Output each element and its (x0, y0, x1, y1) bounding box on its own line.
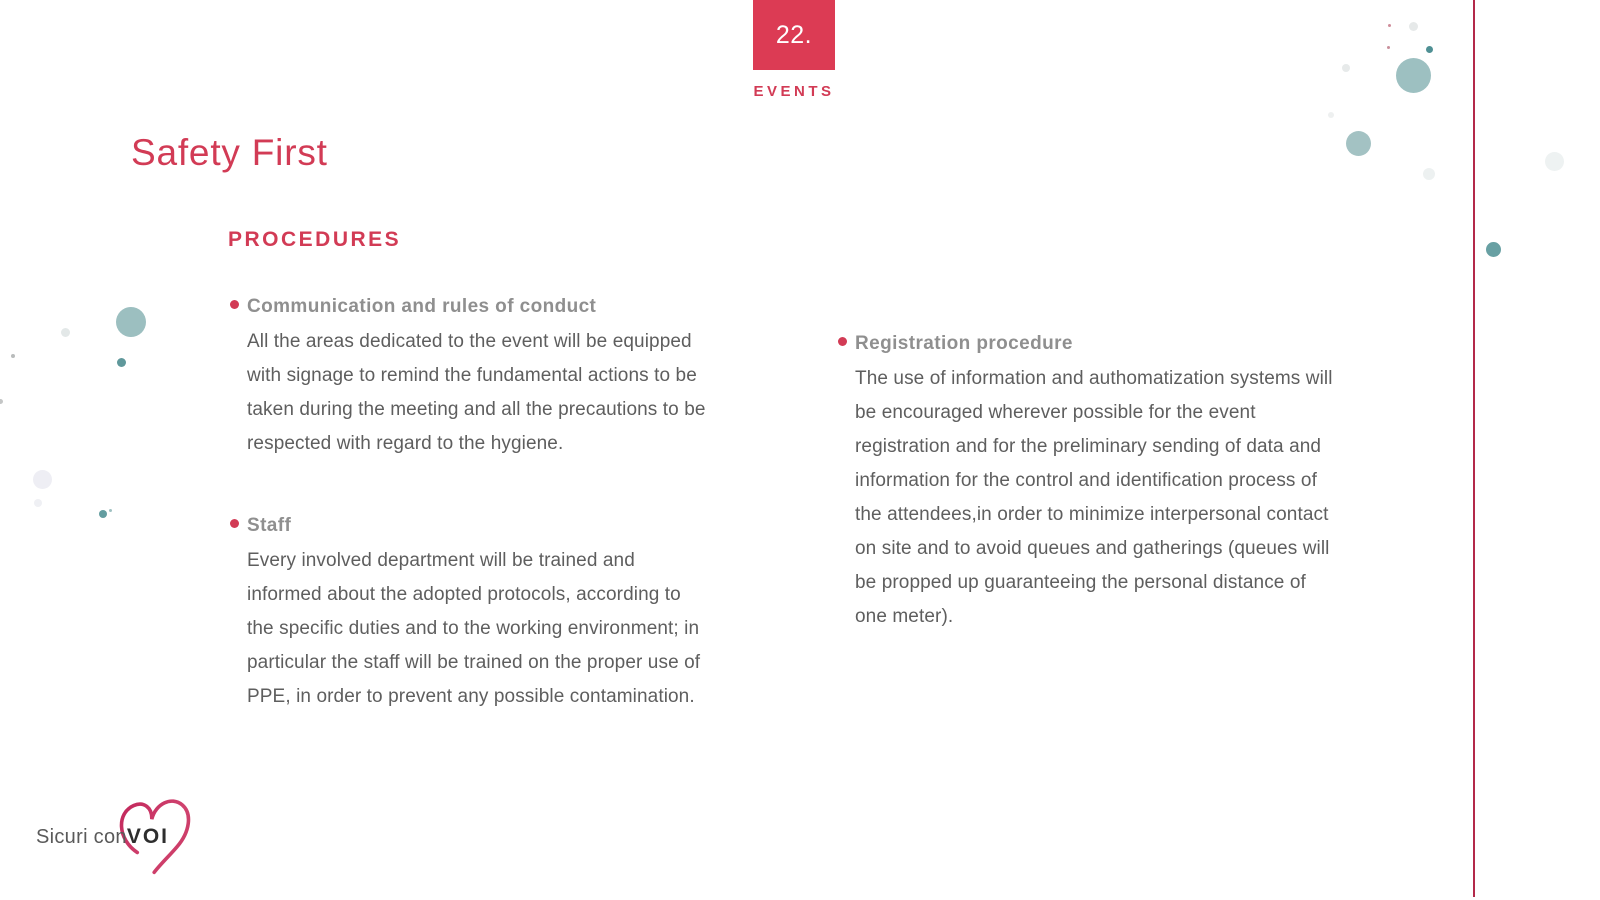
slide-subtitle: PROCEDURES (228, 228, 402, 251)
logo (36, 790, 206, 880)
item-body: The use of information and authomatization systems will be encouraged wherever possible for the event registration and for the preliminary sending of data and information for the control and identification process of the attendees,in order to minimize interpersonal contact on site and to avoid queues and gatherings (queues will be propped up guaranteeing the personal distance of one meter). (855, 368, 1333, 627)
decor-circle (117, 358, 126, 367)
decor-circle (1328, 112, 1334, 118)
item-heading: Staff (247, 515, 292, 536)
decor-circle (33, 470, 52, 489)
decor-circle (99, 510, 107, 518)
decor-circle (1342, 64, 1350, 72)
list-item (230, 513, 730, 714)
logo-text (36, 825, 169, 849)
right-column (838, 331, 1348, 634)
decor-circle (116, 307, 146, 337)
left-column (230, 294, 730, 714)
section-label: EVENTS (753, 83, 835, 100)
decor-circle (61, 328, 70, 337)
slide-title: Safety First (131, 132, 328, 173)
decor-circle (1409, 22, 1418, 31)
item-body: All the areas dedicated to the event will be equipped with signage to remind the fundamental actions to be taken during the meeting and all the precautions to be respected with regard to the hygiene. (247, 331, 706, 454)
decor-circle (1396, 58, 1431, 93)
decor-circle (1545, 152, 1564, 171)
decor-circle (1426, 46, 1433, 53)
decor-circle (1388, 24, 1391, 27)
item-heading-row (230, 513, 730, 539)
decor-circle (109, 509, 112, 512)
item-body: Every involved department will be trained and informed about the adopted protocols, according to the specific duties and to the working environment; in particular the staff will be trained on the proper use of PPE, in order to prevent any possible contamination. (247, 550, 701, 707)
decor-circle (1486, 242, 1501, 257)
list-item (230, 294, 730, 461)
bullet-dot-icon (230, 519, 239, 528)
decor-circle (11, 354, 15, 358)
decor-circle (1346, 131, 1371, 156)
item-heading: Communication and rules of conduct (247, 296, 597, 317)
decor-circle (0, 399, 3, 404)
item-heading-row (838, 331, 1348, 357)
list-item (838, 331, 1348, 634)
bullet-dot-icon (838, 337, 847, 346)
logo-text-bold: VOI (126, 825, 169, 848)
item-heading: Registration procedure (855, 333, 1073, 354)
decor-circle (1387, 46, 1390, 49)
page-number: 22. (775, 20, 813, 49)
logo-text-regular: Sicuri con (36, 826, 127, 848)
vertical-accent-line (1473, 0, 1475, 897)
decor-circle (1423, 168, 1435, 180)
bullet-dot-icon (230, 300, 239, 309)
page-number-box (753, 0, 835, 70)
item-heading-row (230, 294, 730, 320)
decor-circle (34, 499, 42, 507)
